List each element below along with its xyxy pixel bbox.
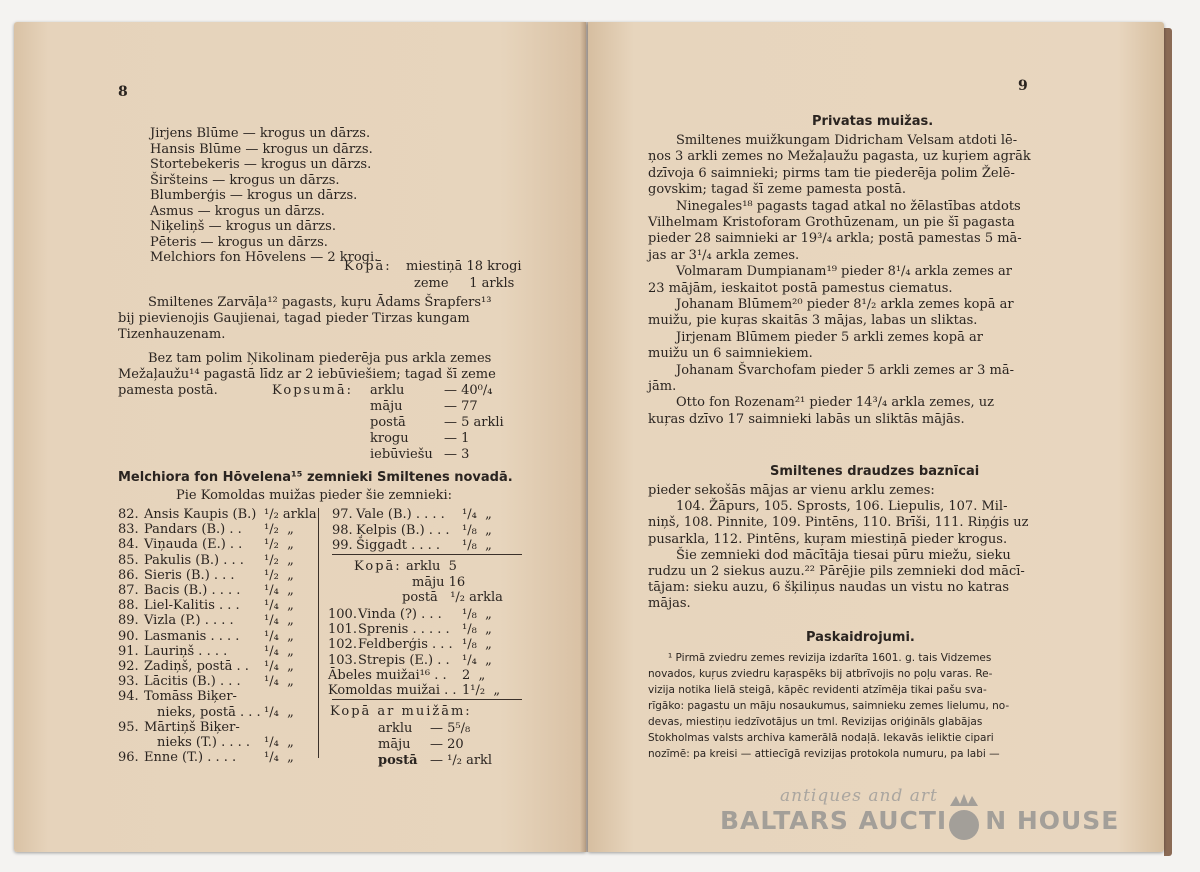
peasant-number: 91. (118, 643, 139, 659)
summary-label: krogu (370, 431, 409, 446)
text-line: 104. Žāpurs, 105. Sprosts, 106. Liepulis, 107. Mil- (676, 499, 1008, 515)
watermark-name-part1: BALTARS AUCTI (720, 806, 948, 835)
innkeeper-line: Širšteins — krogus un dārzs. (150, 172, 340, 188)
section-heading: Melchiora fon Hōvelena¹⁵ zemnieki Smiltenes novadā. (118, 470, 513, 485)
peasant-name: Sprenis . . . . . (358, 622, 450, 638)
peasant-name: nieks, postā . . . (157, 704, 261, 720)
peasant-value: ¹/₄ „ (264, 613, 294, 629)
text-line: pieder 28 saimnieki ar 19³/₄ arkla; postā pamestas 5 mā- (648, 231, 1022, 247)
peasant-number: 92. (118, 659, 139, 674)
peasant-name: Vinda (?) . . . (358, 607, 442, 622)
text-line: Ninegales¹⁸ pagasts tagad atkal no žēlastības atdots (676, 198, 1021, 214)
total-label: arklu (378, 721, 413, 736)
innkeeper-line: Blumberģis — krogus un dārzs. (150, 188, 358, 203)
text-line: Johanam Švarchofam pieder 5 arkli zemes ar 3 mā- (676, 362, 1015, 378)
text-line: pusarkla, 112. Pintēns, kuŗam miestiņā pieder krogus. (648, 531, 1008, 547)
page-number: 9 (1018, 78, 1028, 94)
peasant-number: 96. (118, 750, 139, 766)
paragraph-line: Bez tam polim Ņikolinam piederēja pus arkla zemes (148, 351, 492, 366)
text-line: ņos 3 arkli zemes no Mežaļaužu pagasta, uz kuŗiem agrāk (648, 149, 1031, 165)
innkeeper-line: Melchiors fon Hōvelens — 2 krogi. (150, 250, 379, 265)
innkeeper-line: Jirjens Blūme — krogus un dārzs. (150, 126, 371, 141)
text-line: rudzu un 2 siekus auzu.²² Pārējie pils zemnieki dod mācī- (648, 564, 1025, 579)
peasant-value: ¹/₂ „ (264, 522, 294, 538)
peasant-number: 82. (118, 507, 139, 522)
text-line: Volmaram Dumpianam¹⁹ pieder 8¹/₄ arkla zemes ar (676, 264, 1012, 280)
kopsuma-label: Kopsumā: (272, 383, 354, 398)
text-line: 23 mājām, ieskaitot postā pamestus ciematus. (648, 280, 953, 296)
kopa-line-2: zeme 1 arkls (414, 276, 515, 291)
peasant-name: Sieris (B.) . . . (144, 567, 235, 583)
kopa-value: arklu 5 (406, 559, 457, 574)
peasant-value: ¹/₄ „ (264, 583, 294, 598)
peasant-name: Strepis (E.) . . (358, 652, 450, 668)
peasant-name: Pandars (B.) . . (144, 522, 242, 538)
page-number: 8 (118, 84, 128, 100)
peasant-value: ¹/₄ „ (264, 750, 294, 766)
summary-label: arklu (370, 383, 405, 398)
peasant-value: ¹/₂ „ (264, 552, 294, 568)
summary-label: māju (370, 399, 403, 414)
peasant-value: 2 „ (462, 667, 486, 683)
paragraph-line: Tizenhauzenam. (118, 327, 226, 342)
section-subheading: Pie Komoldas muižas pieder šie zemnieki: (176, 488, 453, 503)
peasant-value: ¹/₄ „ (264, 628, 294, 644)
footnote-line: Stokholmas valsts archiva kamerālā nodaļā. Iekavās ieliktie cipari (648, 732, 994, 744)
peasant-number: 98. (332, 522, 353, 538)
peasant-value: ¹/₂ arkla (264, 507, 317, 522)
paragraph-line: Smiltenes Zarvāļa¹² pagasts, kuŗu Ādams Šrapfers¹³ (148, 295, 492, 310)
text-line: Otto fon Rozenam²¹ pieder 14³/₄ arkla zemes, uz (676, 395, 994, 411)
peasant-value: 1¹/₂ „ (462, 683, 501, 698)
peasant-value: ¹/₈ „ (462, 637, 492, 653)
total-value: — 5⁵/₈ (430, 721, 471, 736)
paragraph-line: bij pievienojis Gaujienai, tagad pieder Tirzas kungam (118, 311, 470, 326)
innkeeper-line: Niķeliņš — krogus un dārzs. (150, 219, 336, 234)
text-line: jām. (648, 379, 677, 394)
text-line: Vilhelmam Kristoforam Grothūzenam, un pie šī pagasta (648, 215, 1015, 230)
peasant-name: Komoldas muižai . . (328, 683, 457, 698)
peasant-name: Ābeles muižai¹⁶ . . (328, 667, 447, 683)
rule-line (332, 699, 522, 700)
peasant-number: 90. (118, 628, 139, 644)
peasant-name: Enne (T.) . . . . (144, 750, 237, 766)
peasant-name: Ansis Kaupis (B.) (144, 507, 257, 522)
innkeeper-line: Pēteris — krogus un dārzs. (150, 234, 328, 250)
text-line: Jirjenam Blūmem pieder 5 arkli zemes kopā ar (676, 329, 983, 345)
text-line: muižu un 6 saimniekiem. (648, 346, 813, 362)
peasant-value: ¹/₄ „ (264, 735, 294, 750)
peasant-value: ¹/₄ „ (264, 674, 294, 690)
text-line: govskim; tagad šī zeme pamesta postā. (648, 182, 906, 198)
peasant-name: Šiggadt . . . . (356, 538, 441, 553)
watermark-tagline: antiques and art (780, 786, 938, 806)
peasant-number: 88. (118, 598, 139, 614)
peasant-value: ¹/₄ „ (462, 507, 492, 522)
text-line: tājam: sieku auzu, 6 šķiliņus naudas un vistu no katras (648, 580, 1010, 596)
watermark (720, 786, 1120, 846)
col2-kopa-label: Kopā: (354, 559, 402, 574)
peasant-number: 97. (332, 507, 353, 522)
kopa-line-1: miestiņā 18 krogi (406, 259, 522, 274)
summary-label: iebūviešu (370, 447, 433, 462)
left-page (14, 22, 586, 852)
innkeeper-line: Stortebekeris — krogus un dārzs. (150, 157, 372, 172)
peasant-name: Lasmanis . . . . (144, 628, 240, 644)
peasant-name: Liel-Kalitis . . . (144, 598, 240, 614)
peasant-value: ¹/₈ „ (462, 538, 492, 553)
innkeeper-line: Asmus — krogus un dārzs. (150, 203, 325, 219)
innkeeper-line: Hansis Blūme — krogus un dārzs. (150, 141, 373, 157)
text-line: jas ar 3¹/₄ arkla zemes. (648, 247, 800, 263)
watermark-name (720, 806, 1119, 835)
text-line: niņš, 108. Pinnite, 109. Pintēns, 110. Brīši, 111. Riņģis uz (648, 515, 1029, 531)
peasant-number: 95. (118, 719, 139, 735)
peasant-name: Bacis (B.) . . . . (144, 583, 241, 598)
peasant-name: Lauriņš . . . . (144, 643, 228, 659)
rule-line (332, 554, 522, 555)
peasant-number: 103. (328, 652, 357, 668)
peasant-name: nieks (T.) . . . . (157, 735, 250, 750)
total-label: māju (378, 737, 411, 752)
peasant-number: 89. (118, 613, 139, 629)
footnote-line: vizija notika lielā steigā, kāpēc revidenti atzīmēja tikai pašu sva- (648, 684, 987, 696)
footnote-line: ¹ Pirmā zviedru zemes revizija izdarīta 1601. g. tais Vidzemes (668, 652, 992, 664)
peasant-value: ¹/₂ „ (264, 567, 294, 583)
peasant-number: 93. (118, 674, 139, 690)
peasant-value: ¹/₈ „ (462, 607, 492, 622)
peasant-name: Tomāss Biķer- (144, 689, 237, 705)
peasant-number: 83. (118, 522, 139, 538)
peasant-name: Vizla (P.) . . . . (144, 613, 234, 629)
peasant-value: ¹/₈ „ (462, 622, 492, 638)
peasant-number: 84. (118, 537, 139, 553)
text-line: dzīvoja 6 saimnieki; pirms tam tie piederēja polim Želē- (648, 165, 1015, 181)
peasant-number: 85. (118, 552, 139, 568)
peasant-name: Pakulis (B.) . . . (144, 552, 244, 568)
footnote-line: rīgāko: pagastu un māju nosaukumus, saimnieku zemes lielumu, no- (648, 700, 1010, 712)
text-line: kuŗas dzīvo 17 saimnieki labās un sliktās mājās. (648, 411, 965, 427)
book-spread (14, 22, 1172, 860)
peasant-value: ¹/₄ „ (264, 643, 294, 659)
peasant-value: ¹/₄ „ (264, 704, 294, 720)
summary-value: — 3 (444, 447, 470, 462)
peasant-value: ¹/₄ „ (264, 659, 294, 674)
peasant-value: ¹/₈ „ (462, 522, 492, 538)
summary-value: — 40⁰/₄ (444, 383, 493, 398)
heading-private-estates: Privatas muižas. (812, 114, 934, 129)
text-line: Johanam Blūmem²⁰ pieder 8¹/₂ arkla zemes kopā ar (676, 297, 1014, 312)
footnote-line: devas, miestiņu iedzīvotājus un tml. Revizijas oriģināls glabājas (648, 716, 983, 728)
kopa-value: postā ¹/₂ arkla (402, 590, 503, 605)
peasant-name: Mārtiņš Biķer- (144, 719, 240, 735)
crown-logo-icon (946, 792, 982, 842)
column-divider (318, 508, 319, 758)
kopa-label: Kopā: (344, 259, 392, 274)
footnote-line: nozīmē: pa kreisi — attiecīgā revizijas protokola numuru, pa labi — (648, 748, 1000, 760)
peasant-value: ¹/₄ „ (462, 652, 492, 668)
total-value: — 20 (430, 737, 464, 752)
peasant-number: 87. (118, 583, 139, 598)
book-cover-edge (1164, 28, 1172, 856)
text-line: Šie zemnieki dod mācītāja tiesai pūru miežu, sieku (676, 547, 1011, 563)
heading-church: Smiltenes draudzes baznīcai (770, 464, 980, 479)
peasant-name: Vale (B.) . . . . (356, 507, 445, 522)
summary-label: postā (370, 415, 406, 430)
right-page (588, 22, 1164, 852)
peasant-name: Zadiņš, postā . . (144, 659, 249, 674)
peasant-value: ¹/₄ „ (264, 598, 294, 614)
peasant-name: Ķelpis (B.) . . . (356, 522, 450, 538)
text-line: Smiltenes muižkungam Didricham Velsam atdoti lē- (676, 133, 1018, 148)
footnote-line: novados, kuŗus zviedru kaŗaspēks bij atbrīvojis no poļu varas. Re- (648, 668, 993, 680)
text-line: muižu, pie kuŗas skaitās 3 mājas, labas un sliktas. (648, 313, 978, 329)
peasant-number: 86. (118, 567, 139, 583)
peasant-number: 100. (328, 607, 357, 622)
peasant-number: 102. (328, 637, 357, 653)
peasant-name: Lācitis (B.) . . . (144, 674, 241, 690)
peasant-number: 99. (332, 538, 353, 553)
heading-notes: Paskaidrojumi. (806, 630, 915, 645)
kopa-value: māju 16 (412, 574, 466, 590)
total-label: postā (378, 753, 418, 768)
peasant-number: 94. (118, 689, 139, 705)
total-value: — ¹/₂ arkl (430, 753, 493, 768)
summary-value: — 5 arkli (444, 415, 504, 430)
paragraph-line: pamesta postā. (118, 383, 218, 398)
watermark-name-part2: N HOUSE (985, 806, 1120, 835)
peasant-number: 101. (328, 622, 357, 638)
summary-value: — 77 (444, 399, 478, 414)
peasant-name: Viņauda (E.) . . (144, 537, 243, 553)
col2-total-label: Kopā ar muižām: (330, 704, 472, 719)
summary-value: — 1 (444, 431, 470, 446)
text-line: mājas. (648, 596, 691, 612)
paragraph-line: Mežaļaužu¹⁴ pagastā līdz ar 2 iebūviešiem; tagad šī zeme (118, 367, 496, 382)
text-line: pieder sekošās mājas ar vienu arklu zemes: (648, 483, 935, 498)
peasant-value: ¹/₂ „ (264, 537, 294, 553)
peasant-name: Feldberģis . . . (358, 637, 453, 653)
